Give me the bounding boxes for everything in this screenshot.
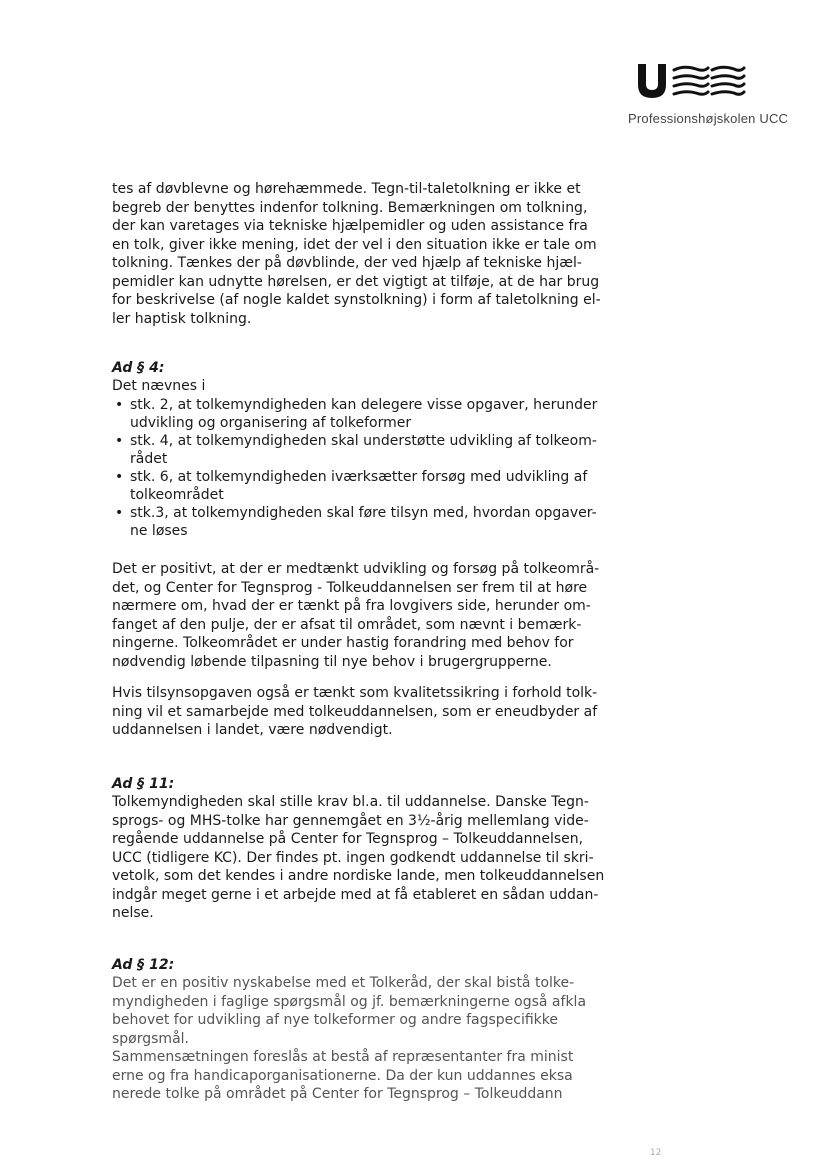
section-11-line: indgår meget gerne i et arbejde med at få etableret en sådan uddan- [112,886,599,903]
bullet-line: stk. 6, at tolkemyndigheden iværksætter forsøg med udvikling af [130,468,588,485]
section-4-heading: Ad § 4: [112,360,165,376]
section-4-paragraph-line: Det er positivt, at der er medtænkt udvikling og forsøg på tolkeområ- [112,561,600,577]
bullet-item [112,396,632,432]
section-12-line: Sammensætningen foreslås at bestå af repræsentanter fra minist [112,1049,574,1065]
bullet-icon: • [115,504,124,521]
page-number: 12 [650,1148,662,1158]
section-11-line: sprogs- og MHS-tolke har gennemgået en 3½-årig mellemlang vide- [112,812,589,829]
intro-line: en tolk, giver ikke mening, idet der vel i den situation ikke er tale om [112,236,597,253]
bullet-line: stk. 4, at tolkemyndigheden skal understøtte udvikling af tolkeom- [130,432,597,449]
intro-line: tes af døvblevne og hørehæmmede. Tegn-til-taletolkning er ikke et [112,181,581,197]
section-4-paragraph-line: uddannelsen i landet, være nødvendigt. [112,722,393,738]
bullet-line: stk.3, at tolkemyndigheden skal føre tilsyn med, hvordan opgaver- [130,504,597,521]
bullet-item [112,468,632,504]
section-12-line: nerede tolke på området på Center for Tegnsprog – Tolkeuddann [112,1086,563,1102]
section-11-line: UCC (tidligere KC). Der findes pt. ingen godkendt uddannelse til skri- [112,849,594,866]
section-12-line: erne og fra handicaporganisationerne. Da der kun uddannes eksa [112,1067,573,1084]
intro-line: pemidler kan udnytte hørelsen, er det vigtigt at tilføje, at de har brug [112,273,600,290]
bullet-line: udvikling og organisering af tolkeformer [130,414,412,431]
section-11-line: regående uddannelse på Center for Tegnsprog – Tolkeuddannelsen, [112,831,584,847]
bullet-icon: • [115,468,124,485]
section-11 [112,775,632,923]
section-12-line: Det er en positiv nyskabelse med et Tolkeråd, der skal bistå tolke- [112,975,575,991]
intro-line: ler haptisk tolkning. [112,310,252,327]
section-4-lead: Det nævnes i [112,378,206,394]
bullet-icon: • [115,432,124,449]
section-12-line: myndigheden i faglige spørgsmål og jf. bemærkningerne også afkla [112,993,587,1010]
bullet-icon: • [115,396,124,413]
section-4-paragraph-line: Hvis tilsynsopgaven også er tænkt som kvalitetssikring i forhold tolk- [112,685,598,701]
section-4-paragraph-line: ningerne. Tolkeområdet er under hastig forandring med behov for [112,635,574,651]
section-4-paragraph-2 [112,684,632,740]
section-12 [112,956,632,1104]
section-4-paragraph-line: det, og Center for Tegnsprog - Tolkeuddannelsen ser frem til at høre [112,579,588,596]
section-11-heading: Ad § 11: [112,776,175,792]
intro-line: for beskrivelse (af nogle kaldet synstolkning) i form af taletolkning el- [112,292,601,308]
intro-line: der kan varetages via tekniske hjælpemidler og uden assistance fra [112,218,588,234]
bullet-item [112,504,632,540]
section-12-line: behovet for udvikling af nye tolkeformer og andre fagspecifikke [112,1012,558,1028]
section-4-paragraph-line: nødvendig løbende tilpasning til nye behov i brugergrupperne. [112,653,552,670]
section-4-bullets [112,396,632,540]
ucc-logo [636,60,746,100]
section-4-paragraph-line: fanget af den pulje, der er afsat til området, som nævnt i bemærk- [112,616,582,633]
section-11-line: vetolk, som det kendes i andre nordiske lande, men tolkeuddannelsen [112,868,605,884]
bullet-line: rådet [130,450,168,467]
section-4-paragraph-line: nærmere om, hvad der er tænkt på fra lovgivers side, herunder om- [112,598,591,614]
section-4-paragraph-1 [112,560,632,671]
bullet-item [112,432,632,468]
intro-line: tolkning. Tænkes der på døvblinde, der ved hjælp af tekniske hjæl- [112,255,582,271]
section-4-paragraph-line: ning vil et samarbejde med tolkeuddannelsen, som er eneudbyder af [112,703,598,720]
institution-name: Professionshøjskolen UCC [628,111,789,126]
intro-paragraph [112,180,632,328]
bullet-line: stk. 2, at tolkemyndigheden kan delegere visse opgaver, herunder [130,396,598,413]
section-11-line: Tolkemyndigheden skal stille krav bl.a. til uddannelse. Danske Tegn- [112,794,589,810]
section-11-line: nelse. [112,905,154,921]
intro-line: begreb der benyttes indenfor tolkning. Bemærkningen om tolkning, [112,199,588,216]
section-12-line: spørgsmål. [112,1030,189,1047]
ucc-logo-mark [636,60,746,100]
bullet-line: ne løses [130,522,188,539]
section-4 [112,359,632,540]
section-12-heading: Ad § 12: [112,957,175,973]
bullet-line: tolkeområdet [130,486,224,503]
